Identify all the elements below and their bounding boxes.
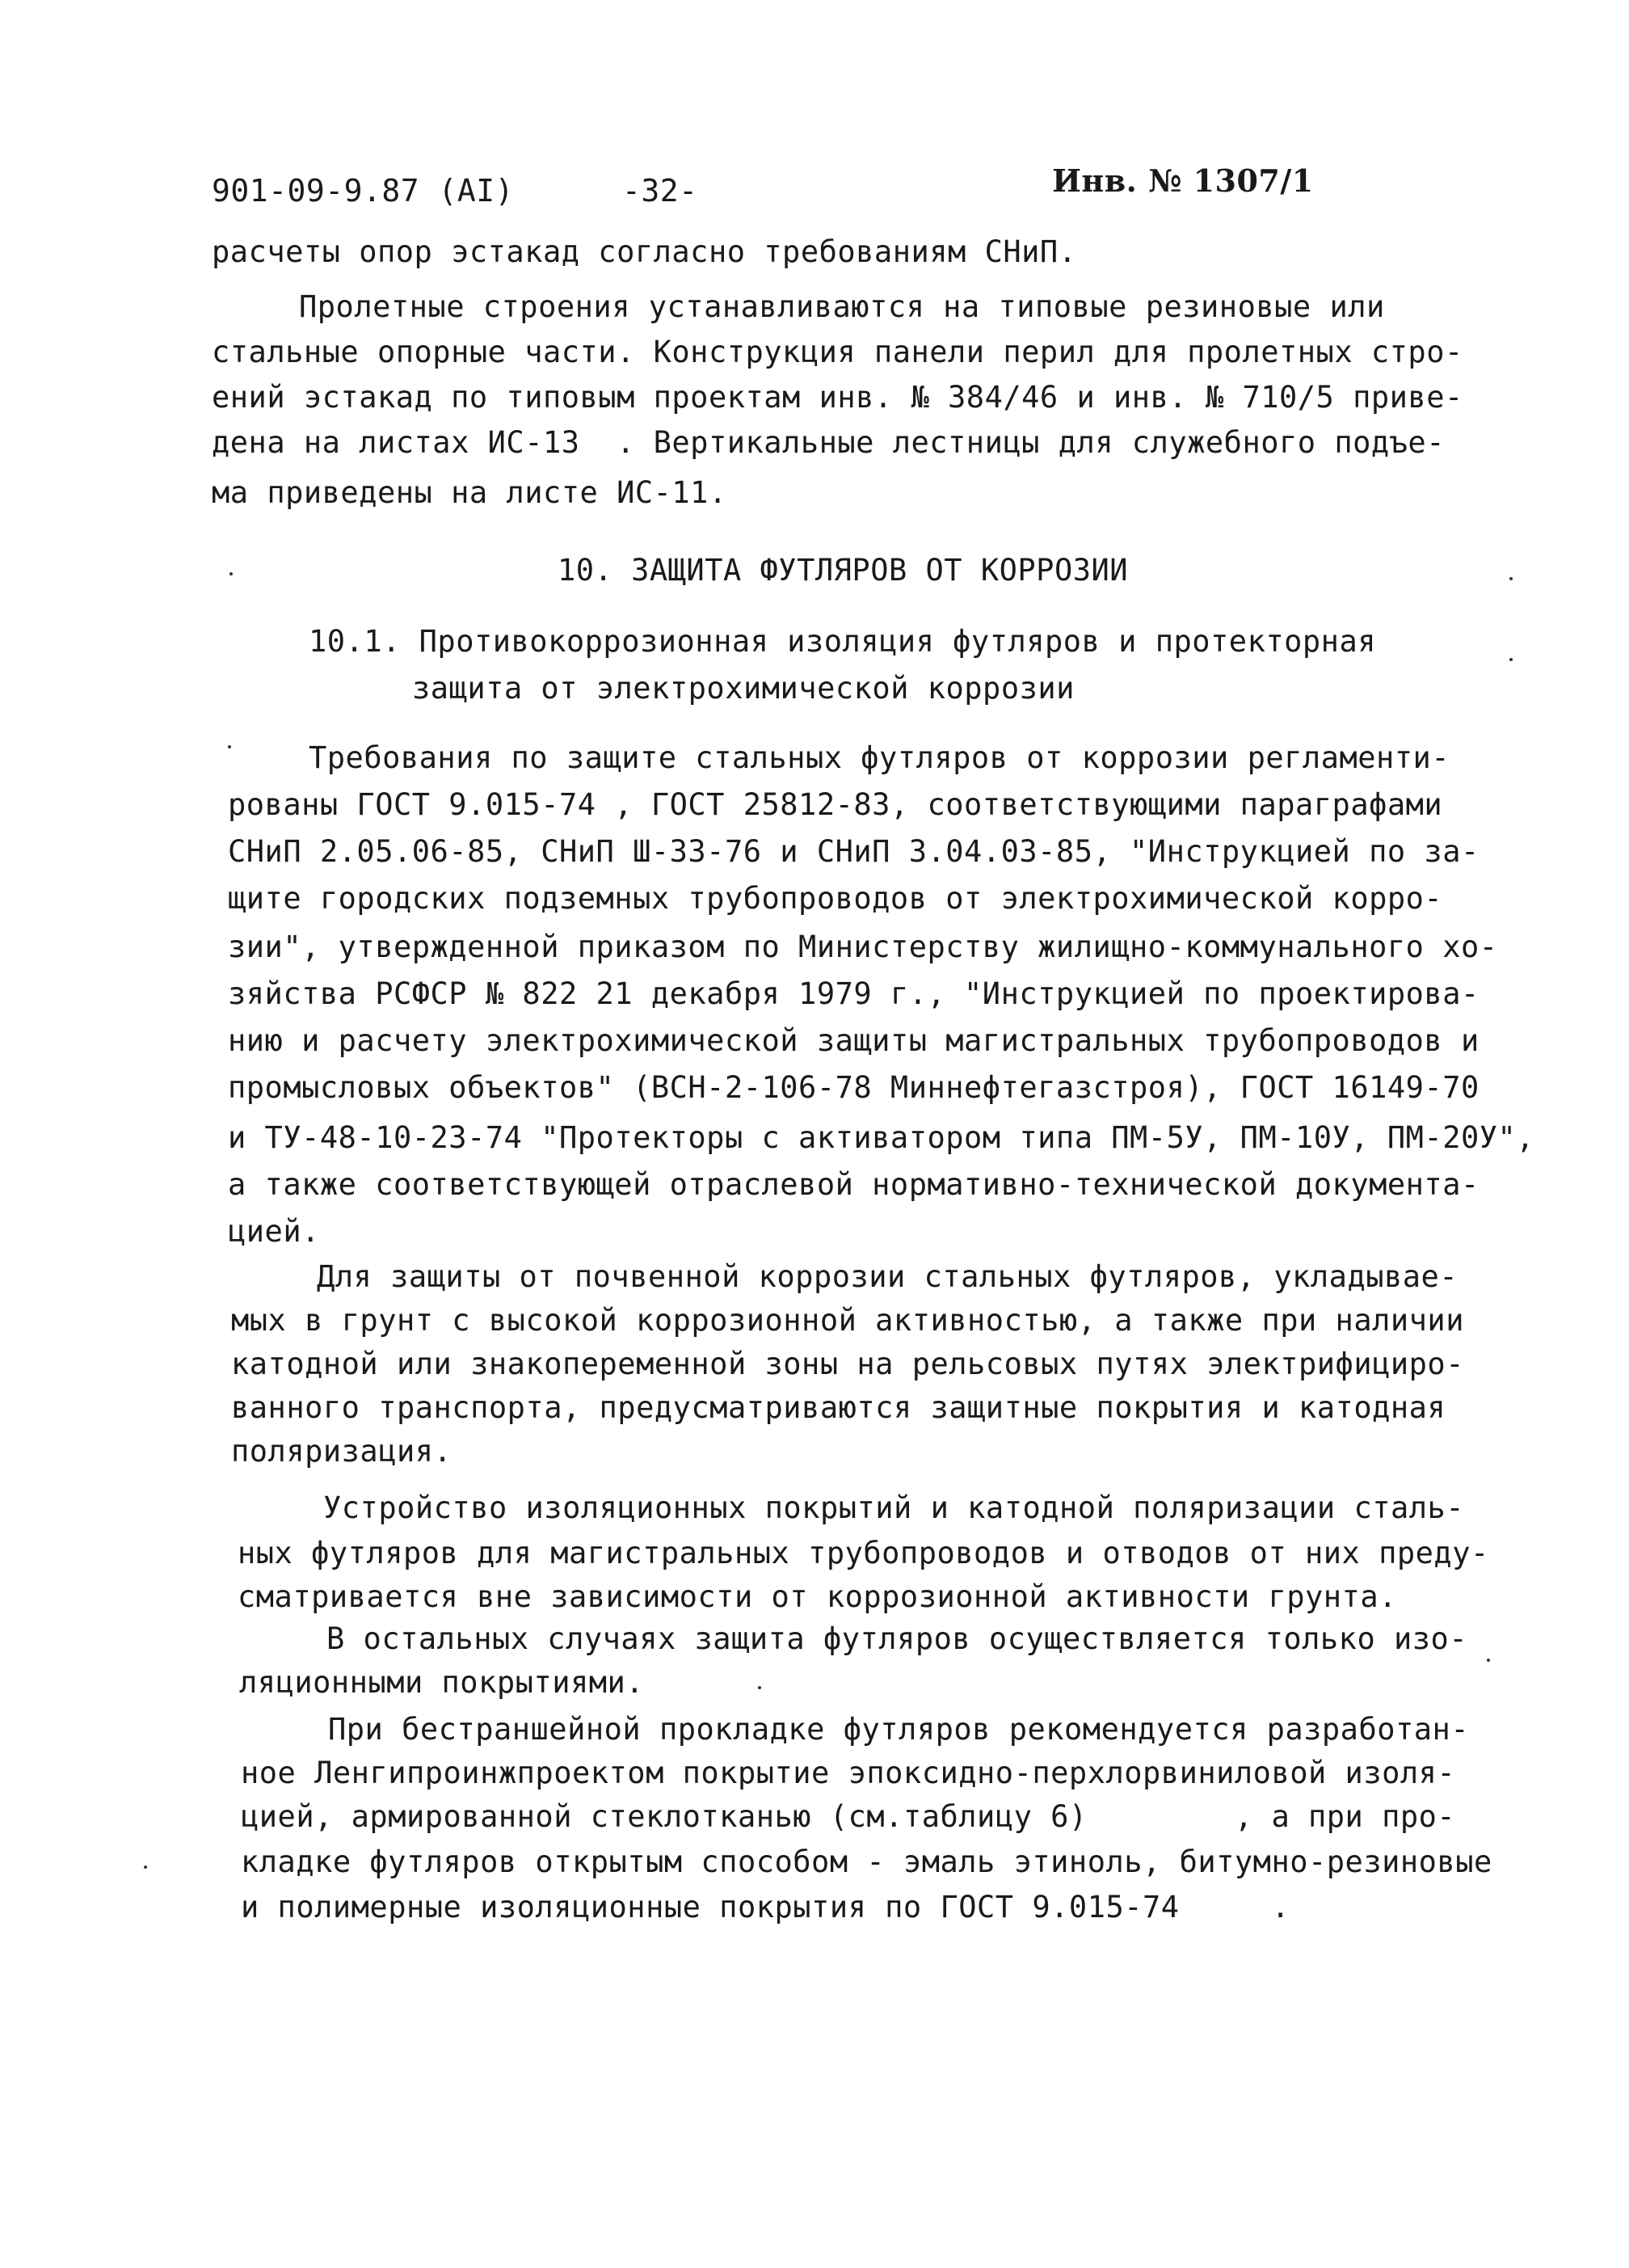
text-line: щите городских подземных трубопроводов от электрохимической корро- bbox=[228, 881, 1443, 916]
subsection-title: защита от электрохимической коррозии bbox=[412, 671, 1075, 706]
text-line: Требования по защите стальных футляров от коррозии регламенти- bbox=[309, 740, 1450, 775]
text-line: рованы ГОСТ 9.015-74 , ГОСТ 25812-83, соответствующими параграфами bbox=[228, 787, 1443, 822]
text-line: а также соответствующей отраслевой нормативно-технической документа- bbox=[228, 1167, 1480, 1202]
inventory-number: Инв. № 1307/1 bbox=[1052, 162, 1314, 199]
subsection-title: 10.1. Противокоррозионная изоляция футляров и протекторная bbox=[309, 624, 1377, 659]
text-line: Пролетные строения устанавливаются на типовые резиновые или bbox=[299, 289, 1385, 324]
text-line: и ТУ-48-10-23-74 "Протекторы с активатором типа ПМ-5У, ПМ-10У, ПМ-20У", bbox=[228, 1120, 1535, 1155]
text-line: сматривается вне зависимости от коррозионной активности грунта. bbox=[238, 1579, 1397, 1614]
text-line: ное Ленгипроинжпроектом покрытие эпоксидно-перхлорвиниловой изоля- bbox=[241, 1756, 1456, 1790]
text-line: Для защиты от почвенной коррозии стальных футляров, укладывае- bbox=[317, 1259, 1459, 1294]
text-line: При бестраншейной прокладке футляров рекомендуется разработан- bbox=[328, 1712, 1470, 1747]
text-line: катодной или знакопеременной зоны на рельсовых путях электрифициро- bbox=[231, 1347, 1464, 1381]
text-line: дена на листах ИС-13 . Вертикальные лестницы для служебного подъе- bbox=[212, 425, 1445, 460]
scan-speck bbox=[144, 1865, 147, 1869]
scan-speck bbox=[758, 1686, 761, 1689]
text-line: промысловых объектов" (ВСН-2-106-78 Миннефтегазстроя), ГОСТ 16149-70 bbox=[228, 1070, 1480, 1105]
section-title: 10. ЗАЩИТА ФУТЛЯРОВ ОТ КОРРОЗИИ bbox=[558, 553, 1129, 588]
text-line: ляционными покрытиями. bbox=[239, 1665, 645, 1700]
text-line: цией. bbox=[228, 1214, 320, 1249]
text-line: ма приведены на листе ИС-11. bbox=[212, 475, 727, 510]
scan-speck bbox=[1509, 577, 1513, 580]
text-line: В остальных случаях защита футляров осуществляется только изо- bbox=[326, 1621, 1468, 1656]
page-number: -32- bbox=[622, 173, 698, 209]
text-line: и полимерные изоляционные покрытия по ГОСТ 9.015-74 . bbox=[241, 1890, 1290, 1924]
text-line: стальные опорные части. Конструкция панели перил для пролетных стро- bbox=[212, 335, 1463, 369]
text-line: мых в грунт с высокой коррозионной активностью, а также при наличии bbox=[231, 1303, 1464, 1338]
scan-speck bbox=[228, 745, 231, 748]
text-line: зии", утвержденной приказом по Министерству жилищно-коммунального хо- bbox=[228, 930, 1498, 964]
text-line: ных футляров для магистральных трубопроводов и отводов от них преду- bbox=[238, 1536, 1489, 1570]
scan-speck bbox=[229, 572, 233, 575]
text-line: нию и расчету электрохимической защиты магистральных трубопроводов и bbox=[228, 1023, 1480, 1058]
text-line: СНиП 2.05.06-85, СНиП Ш-33-76 и СНиП 3.04.03-85, "Инструкцией по за- bbox=[228, 834, 1480, 869]
text-line: цией, армированной стеклотканью (см.таблицу 6) , а при про- bbox=[241, 1799, 1456, 1834]
text-line: расчеты опор эстакад согласно требованиям СНиП. bbox=[212, 234, 1077, 269]
text-line: Устройство изоляционных покрытий и катодной поляризации сталь- bbox=[323, 1490, 1465, 1525]
doc-code: 901-09-9.87 (AI) bbox=[212, 173, 515, 209]
scan-speck bbox=[1509, 658, 1513, 661]
text-line: ений эстакад по типовым проектам инв. № 384/46 и инв. № 710/5 приве- bbox=[212, 380, 1463, 415]
text-line: кладке футляров открытым способом - эмаль этиноль, битумно-резиновые bbox=[241, 1844, 1492, 1879]
text-line: поляризация. bbox=[231, 1434, 452, 1469]
scan-speck bbox=[1487, 1659, 1490, 1662]
text-line: зяйства РСФСР № 822 21 декабря 1979 г., "Инструкцией по проектирова- bbox=[228, 976, 1480, 1011]
text-line: ванного транспорта, предусматриваются защитные покрытия и катодная bbox=[231, 1390, 1446, 1425]
